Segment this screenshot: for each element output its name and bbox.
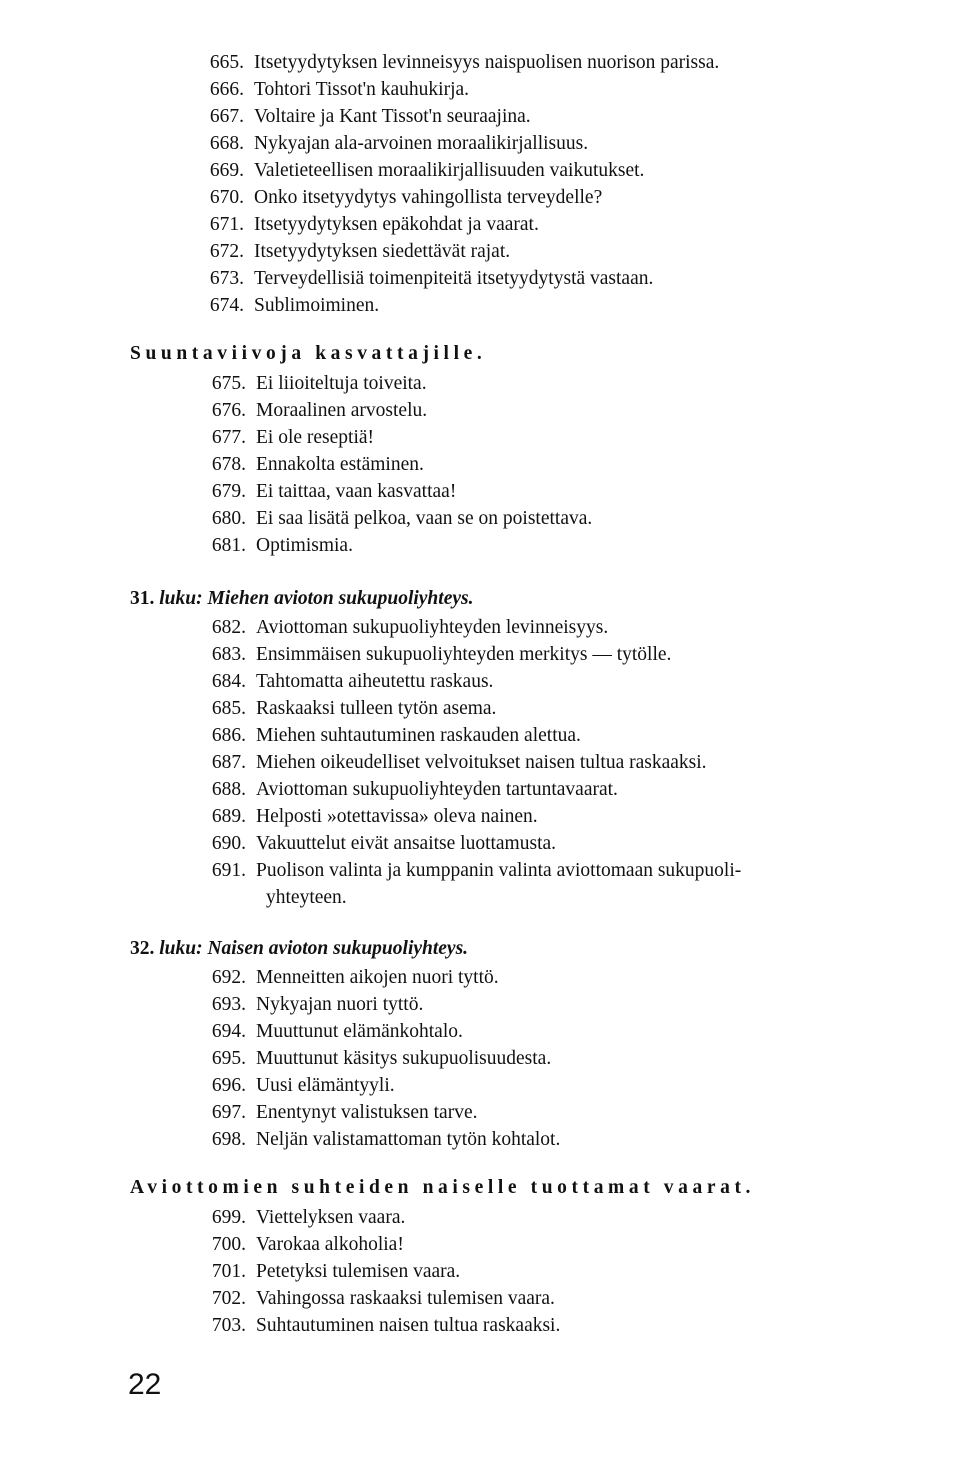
chapter-heading: 32. luku: Naisen avioton sukupuoliyhteys. [130, 938, 469, 959]
section-heading: Aviottomien suhteiden naiselle tuottamat vaarat. [130, 1177, 756, 1198]
section-heading: Suuntaviivoja kasvattajille. [130, 343, 487, 364]
list-item-continuation: yhteyteen. [266, 887, 347, 908]
page-number: 22 [128, 1368, 162, 1401]
book-page: 665. Itsetyydytyksen levinneisyys naispuolisen nuorison parissa. 666. Tohtori Tissot'n kauhukirja. 667. Voltaire ja Kant Tissot'n seuraajina. 668. Nykyajan ala-arvoinen moraalikirjallisuus. 669. Valetieteellisen moraalikirjallisuuden vaikutukset. 670. Onko itsetyydytys vahingollista terveydelle? 671. Itsetyydytyksen epäkohdat ja vaarat. 672. Itsetyydytyksen siedettävät rajat. 673. Terveydellisiä toimenpiteitä itsetyydytystä vastaan. 674. Sublimoiminen. Suuntaviivoja kasvattajille. 675. Ei liioiteltuja toiveita. 676. Moraalinen arvostelu. 677. Ei ole reseptiä! 678. Ennakolta estäminen. 679. Ei taittaa, vaan kasvattaa! 680. Ei saa lisätä pelkoa, vaan se on poistettava. 681. Optimismia. 31. luku: Miehen avioton sukupuoliyhteys. 682. Aviottoman sukupuoliyhteyden levinneisyys. 683. Ensimmäisen sukupuoliyhteyden merkitys — tytölle. 684. Tahtomatta aiheutettu raskaus. 685. Raskaaksi tulleen tytön asema. 686. Miehen suhtautuminen raskauden alettua. 687. Miehen oikeudelliset velvoitukset naisen tultua raskaaksi. 688. Aviottoman sukupuoliyhteyden tartuntavaarat. 689. Helposti »otettavissa» oleva nainen. 690. Vakuuttelut eivät ansaitse luottamusta. 691. Puolison valinta ja kumppanin valinta aviottomaan sukupuoli- yhteyteen. 32. luku: Naisen avioton sukupuoliyhteys. 692. Menneitten aikojen nuori tyttö. 693. Nykyajan nuori tyttö. 694. Muuttunut elämänkohtalo. 695. Muuttunut käsitys sukupuolisuudesta. 696. Uusi elämäntyyli. 697. Enentynyt valistuksen tarve. 698. Neljän valistamattoman tytön kohtalot. Aviottomien suhteiden naiselle tuottamat vaarat. 699. Viettelyksen vaara. 700. Varokaa alkoholia! 701. Petetyksi tulemisen vaara. 702. Vahingossa raskaaksi tulemisen vaara. 703. Suhtautuminen naisen tultua raskaaksi. 22 [128, 52, 756, 1401]
chapter-heading: 31. luku: Miehen avioton sukupuoliyhteys. [130, 588, 474, 609]
